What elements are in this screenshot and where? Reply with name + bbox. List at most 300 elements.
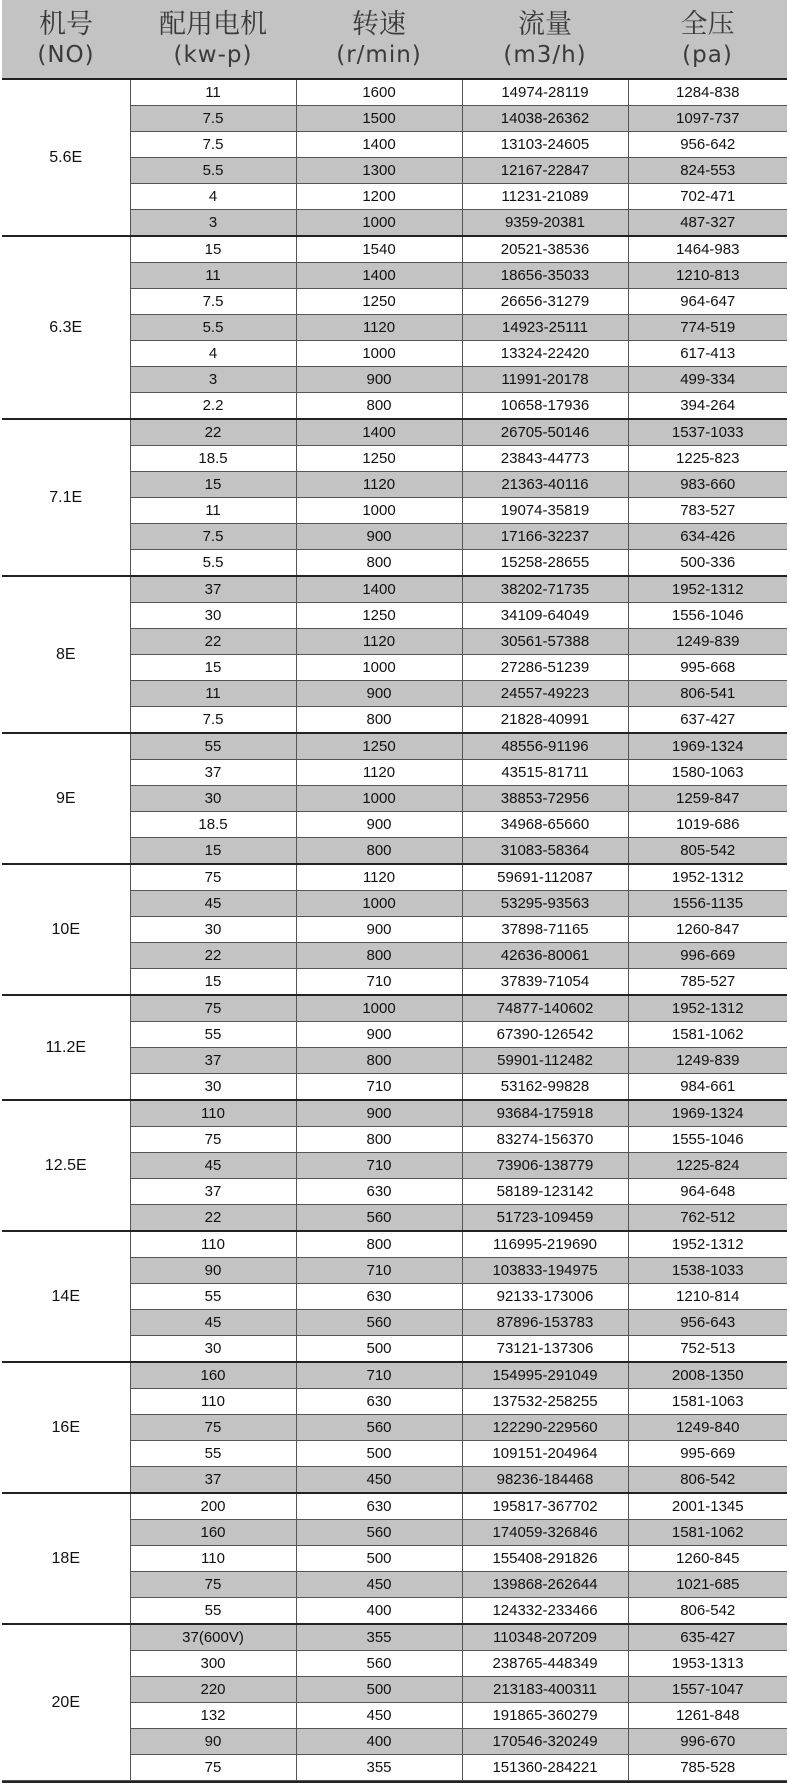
motor-power-cell: 7.5 [130,524,296,550]
motor-power-cell: 75 [130,864,296,891]
header-speed [296,0,462,79]
motor-power-cell: 37 [130,1179,296,1205]
airflow-cell: 12167-22847 [462,158,628,184]
airflow-cell: 15258-28655 [462,550,628,577]
table-row [2,1493,787,1520]
airflow-cell: 26656-31279 [462,289,628,315]
motor-power-cell: 37 [130,576,296,603]
pressure-cell: 762-512 [628,1205,787,1232]
motor-power-cell: 5.5 [130,550,296,577]
pressure-cell: 1019-686 [628,812,787,838]
airflow-cell: 59691-112087 [462,864,628,891]
motor-power-cell: 110 [130,1546,296,1572]
header-label: 机号 [39,9,93,40]
speed-cell: 630 [296,1284,462,1310]
speed-cell: 1000 [296,995,462,1022]
motor-power-cell: 90 [130,1258,296,1284]
pressure-cell: 774-519 [628,315,787,341]
speed-cell: 1000 [296,210,462,237]
fan-performance-table [2,0,787,1781]
table-row [2,419,787,446]
motor-power-cell: 55 [130,1441,296,1467]
pressure-cell: 1225-823 [628,446,787,472]
pressure-cell: 1580-1063 [628,760,787,786]
airflow-cell: 170546-320249 [462,1729,628,1755]
header-unit: (NO) [37,42,95,68]
pressure-cell: 824-553 [628,158,787,184]
pressure-cell: 1249-839 [628,1048,787,1074]
speed-cell: 450 [296,1467,462,1494]
motor-power-cell: 30 [130,1074,296,1101]
speed-cell: 800 [296,550,462,577]
speed-cell: 500 [296,1336,462,1363]
pressure-cell: 1581-1062 [628,1022,787,1048]
airflow-cell: 38853-72956 [462,786,628,812]
table-row [2,1100,787,1127]
speed-cell: 1600 [296,79,462,106]
model-number-cell: 9E [2,733,130,864]
airflow-cell: 92133-173006 [462,1284,628,1310]
airflow-cell: 195817-367702 [462,1493,628,1520]
airflow-cell: 73906-138779 [462,1153,628,1179]
motor-power-cell: 37(600V) [130,1624,296,1651]
pressure-cell: 637-427 [628,707,787,734]
speed-cell: 1120 [296,864,462,891]
speed-cell: 710 [296,1362,462,1389]
airflow-cell: 38202-71735 [462,576,628,603]
motor-power-cell: 75 [130,1572,296,1598]
speed-cell: 500 [296,1441,462,1467]
airflow-cell: 10658-17936 [462,393,628,420]
pressure-cell: 1097-737 [628,106,787,132]
motor-power-cell: 7.5 [130,289,296,315]
airflow-cell: 74877-140602 [462,995,628,1022]
motor-power-cell: 15 [130,969,296,996]
header-label: 全压 [680,9,735,40]
pressure-cell: 805-542 [628,838,787,865]
model-number-cell: 10E [2,864,130,995]
motor-power-cell: 22 [130,629,296,655]
motor-power-cell: 75 [130,1755,296,1781]
pressure-cell: 752-513 [628,1336,787,1363]
airflow-cell: 20521-38536 [462,236,628,263]
speed-cell: 900 [296,524,462,550]
motor-power-cell: 4 [130,184,296,210]
header-pressure [628,0,787,79]
speed-cell: 400 [296,1729,462,1755]
airflow-cell: 103833-194975 [462,1258,628,1284]
speed-cell: 1200 [296,184,462,210]
pressure-cell: 1555-1046 [628,1127,787,1153]
speed-cell: 560 [296,1415,462,1441]
speed-cell: 1300 [296,158,462,184]
motor-power-cell: 7.5 [130,132,296,158]
airflow-cell: 122290-229560 [462,1415,628,1441]
pressure-cell: 1556-1046 [628,603,787,629]
pressure-cell: 1952-1312 [628,864,787,891]
table-row [2,576,787,603]
motor-power-cell: 22 [130,943,296,969]
table-row [2,1362,787,1389]
speed-cell: 355 [296,1755,462,1781]
speed-cell: 1400 [296,263,462,289]
motor-power-cell: 90 [130,1729,296,1755]
motor-power-cell: 75 [130,995,296,1022]
header-model [2,0,130,79]
pressure-cell: 1284-838 [628,79,787,106]
pressure-cell: 806-542 [628,1467,787,1494]
pressure-cell: 1538-1033 [628,1258,787,1284]
airflow-cell: 48556-91196 [462,733,628,760]
pressure-cell: 617-413 [628,341,787,367]
motor-power-cell: 75 [130,1127,296,1153]
airflow-cell: 9359-20381 [462,210,628,237]
airflow-cell: 43515-81711 [462,760,628,786]
table-row [2,236,787,263]
airflow-cell: 53295-93563 [462,891,628,917]
motor-power-cell: 55 [130,733,296,760]
airflow-cell: 11991-20178 [462,367,628,393]
airflow-cell: 87896-153783 [462,1310,628,1336]
motor-power-cell: 160 [130,1520,296,1546]
motor-power-cell: 11 [130,79,296,106]
airflow-cell: 42636-80061 [462,943,628,969]
motor-power-cell: 132 [130,1703,296,1729]
speed-cell: 800 [296,1048,462,1074]
airflow-cell: 110348-207209 [462,1624,628,1651]
motor-power-cell: 45 [130,1310,296,1336]
airflow-cell: 151360-284221 [462,1755,628,1781]
speed-cell: 1250 [296,446,462,472]
motor-power-cell: 45 [130,891,296,917]
model-number-cell: 7.1E [2,419,130,576]
header-unit: (kw-p) [173,42,253,68]
motor-power-cell: 110 [130,1100,296,1127]
speed-cell: 900 [296,917,462,943]
pressure-cell: 956-642 [628,132,787,158]
pressure-cell: 785-528 [628,1755,787,1781]
speed-cell: 800 [296,393,462,420]
airflow-cell: 116995-219690 [462,1231,628,1258]
pressure-cell: 964-648 [628,1179,787,1205]
motor-power-cell: 22 [130,419,296,446]
pressure-cell: 487-327 [628,210,787,237]
motor-power-cell: 110 [130,1231,296,1258]
pressure-cell: 806-541 [628,681,787,707]
speed-cell: 1400 [296,419,462,446]
motor-power-cell: 18.5 [130,446,296,472]
pressure-cell: 500-336 [628,550,787,577]
airflow-cell: 13103-24605 [462,132,628,158]
motor-power-cell: 75 [130,1415,296,1441]
airflow-cell: 34109-64049 [462,603,628,629]
pressure-cell: 1952-1312 [628,1231,787,1258]
pressure-cell: 996-669 [628,943,787,969]
motor-power-cell: 30 [130,1336,296,1363]
pressure-cell: 995-669 [628,1441,787,1467]
airflow-cell: 139868-262644 [462,1572,628,1598]
model-number-cell: 18E [2,1493,130,1624]
motor-power-cell: 30 [130,786,296,812]
speed-cell: 1400 [296,132,462,158]
speed-cell: 1000 [296,891,462,917]
pressure-cell: 1952-1312 [628,576,787,603]
pressure-cell: 1581-1062 [628,1520,787,1546]
airflow-cell: 137532-258255 [462,1389,628,1415]
header-unit: (r/min) [336,42,422,68]
pressure-cell: 1537-1033 [628,419,787,446]
airflow-cell: 53162-99828 [462,1074,628,1101]
pressure-cell: 984-661 [628,1074,787,1101]
pressure-cell: 1952-1312 [628,995,787,1022]
motor-power-cell: 37 [130,760,296,786]
speed-cell: 800 [296,1231,462,1258]
motor-power-cell: 7.5 [130,707,296,734]
airflow-cell: 191865-360279 [462,1703,628,1729]
speed-cell: 500 [296,1677,462,1703]
airflow-cell: 93684-175918 [462,1100,628,1127]
pressure-cell: 1210-814 [628,1284,787,1310]
motor-power-cell: 11 [130,263,296,289]
motor-power-cell: 55 [130,1022,296,1048]
pressure-cell: 785-527 [628,969,787,996]
table-row [2,1231,787,1258]
header-flow [462,0,628,79]
airflow-cell: 67390-126542 [462,1022,628,1048]
speed-cell: 900 [296,367,462,393]
airflow-cell: 37898-71165 [462,917,628,943]
speed-cell: 1400 [296,576,462,603]
airflow-cell: 73121-137306 [462,1336,628,1363]
speed-cell: 1120 [296,472,462,498]
table-row [2,864,787,891]
pressure-cell: 1969-1324 [628,733,787,760]
speed-cell: 630 [296,1179,462,1205]
header-unit: (pa) [682,42,733,68]
airflow-cell: 14974-28119 [462,79,628,106]
motor-power-cell: 300 [130,1651,296,1677]
pressure-cell: 1557-1047 [628,1677,787,1703]
motor-power-cell: 4 [130,341,296,367]
motor-power-cell: 55 [130,1598,296,1625]
header-label: 配用电机 [159,9,267,40]
pressure-cell: 996-670 [628,1729,787,1755]
speed-cell: 1250 [296,733,462,760]
motor-power-cell: 37 [130,1048,296,1074]
airflow-cell: 26705-50146 [462,419,628,446]
airflow-cell: 58189-123142 [462,1179,628,1205]
speed-cell: 800 [296,838,462,865]
pressure-cell: 1953-1313 [628,1651,787,1677]
speed-cell: 710 [296,1258,462,1284]
table-header [2,0,787,79]
model-number-cell: 14E [2,1231,130,1362]
model-number-cell: 11.2E [2,995,130,1100]
pressure-cell: 1210-813 [628,263,787,289]
speed-cell: 1000 [296,498,462,524]
pressure-cell: 634-426 [628,524,787,550]
header-unit: (m3/h) [503,42,587,68]
speed-cell: 400 [296,1598,462,1625]
airflow-cell: 37839-71054 [462,969,628,996]
speed-cell: 900 [296,812,462,838]
speed-cell: 800 [296,707,462,734]
pressure-cell: 995-668 [628,655,787,681]
model-number-cell: 16E [2,1362,130,1493]
table-row [2,733,787,760]
model-number-cell: 12.5E [2,1100,130,1231]
table-row [2,79,787,106]
motor-power-cell: 22 [130,1205,296,1232]
airflow-cell: 14923-25111 [462,315,628,341]
motor-power-cell: 160 [130,1362,296,1389]
airflow-cell: 11231-21089 [462,184,628,210]
airflow-cell: 24557-49223 [462,681,628,707]
model-number-cell: 6.3E [2,236,130,419]
airflow-cell: 83274-156370 [462,1127,628,1153]
pressure-cell: 783-527 [628,498,787,524]
airflow-cell: 154995-291049 [462,1362,628,1389]
pressure-cell: 1225-824 [628,1153,787,1179]
pressure-cell: 1464-983 [628,236,787,263]
speed-cell: 800 [296,1127,462,1153]
header-label: 转速 [352,9,406,40]
pressure-cell: 1021-685 [628,1572,787,1598]
airflow-cell: 19074-35819 [462,498,628,524]
table-row [2,1624,787,1651]
speed-cell: 560 [296,1310,462,1336]
motor-power-cell: 30 [130,603,296,629]
speed-cell: 800 [296,943,462,969]
speed-cell: 1120 [296,760,462,786]
motor-power-cell: 5.5 [130,158,296,184]
pressure-cell: 964-647 [628,289,787,315]
motor-power-cell: 15 [130,838,296,865]
pressure-cell: 1556-1135 [628,891,787,917]
pressure-cell: 956-643 [628,1310,787,1336]
airflow-cell: 34968-65660 [462,812,628,838]
model-number-cell: 5.6E [2,79,130,236]
motor-power-cell: 55 [130,1284,296,1310]
airflow-cell: 21363-40116 [462,472,628,498]
speed-cell: 710 [296,1153,462,1179]
motor-power-cell: 15 [130,655,296,681]
pressure-cell: 2001-1345 [628,1493,787,1520]
motor-power-cell: 7.5 [130,106,296,132]
airflow-cell: 155408-291826 [462,1546,628,1572]
airflow-cell: 17166-32237 [462,524,628,550]
speed-cell: 900 [296,681,462,707]
airflow-cell: 14038-26362 [462,106,628,132]
motor-power-cell: 3 [130,367,296,393]
model-number-cell: 20E [2,1624,130,1781]
airflow-cell: 31083-58364 [462,838,628,865]
airflow-cell: 124332-233466 [462,1598,628,1625]
pressure-cell: 1249-839 [628,629,787,655]
airflow-cell: 51723-109459 [462,1205,628,1232]
header-label: 流量 [518,9,572,40]
speed-cell: 450 [296,1572,462,1598]
speed-cell: 1000 [296,341,462,367]
speed-cell: 710 [296,1074,462,1101]
airflow-cell: 27286-51239 [462,655,628,681]
motor-power-cell: 45 [130,1153,296,1179]
speed-cell: 630 [296,1389,462,1415]
airflow-cell: 18656-35033 [462,263,628,289]
speed-cell: 450 [296,1703,462,1729]
speed-cell: 900 [296,1100,462,1127]
airflow-cell: 174059-326846 [462,1520,628,1546]
motor-power-cell: 5.5 [130,315,296,341]
pressure-cell: 2008-1350 [628,1362,787,1389]
speed-cell: 1250 [296,289,462,315]
speed-cell: 560 [296,1651,462,1677]
motor-power-cell: 18.5 [130,812,296,838]
airflow-cell: 21828-40991 [462,707,628,734]
motor-power-cell: 220 [130,1677,296,1703]
pressure-cell: 1249-840 [628,1415,787,1441]
airflow-cell: 59901-112482 [462,1048,628,1074]
speed-cell: 630 [296,1493,462,1520]
speed-cell: 900 [296,1022,462,1048]
motor-power-cell: 11 [130,681,296,707]
airflow-cell: 238765-448349 [462,1651,628,1677]
speed-cell: 1120 [296,629,462,655]
table-body [2,79,787,1781]
motor-power-cell: 11 [130,498,296,524]
pressure-cell: 1259-847 [628,786,787,812]
speed-cell: 1120 [296,315,462,341]
motor-power-cell: 37 [130,1467,296,1494]
motor-power-cell: 110 [130,1389,296,1415]
airflow-cell: 98236-184468 [462,1467,628,1494]
pressure-cell: 1581-1063 [628,1389,787,1415]
speed-cell: 1250 [296,603,462,629]
speed-cell: 1500 [296,106,462,132]
motor-power-cell: 30 [130,917,296,943]
motor-power-cell: 2.2 [130,393,296,420]
speed-cell: 710 [296,969,462,996]
pressure-cell: 983-660 [628,472,787,498]
table-row [2,995,787,1022]
pressure-cell: 1260-847 [628,917,787,943]
speed-cell: 500 [296,1546,462,1572]
speed-cell: 1000 [296,655,462,681]
airflow-cell: 13324-22420 [462,341,628,367]
pressure-cell: 1260-845 [628,1546,787,1572]
speed-cell: 1540 [296,236,462,263]
pressure-cell: 635-427 [628,1624,787,1651]
motor-power-cell: 3 [130,210,296,237]
motor-power-cell: 15 [130,472,296,498]
pressure-cell: 806-542 [628,1598,787,1625]
pressure-cell: 394-264 [628,393,787,420]
speed-cell: 355 [296,1624,462,1651]
airflow-cell: 213183-400311 [462,1677,628,1703]
pressure-cell: 702-471 [628,184,787,210]
header-motor [130,0,296,79]
pressure-cell: 499-334 [628,367,787,393]
model-number-cell: 8E [2,576,130,733]
motor-power-cell: 15 [130,236,296,263]
airflow-cell: 30561-57388 [462,629,628,655]
motor-power-cell: 200 [130,1493,296,1520]
speed-cell: 1000 [296,786,462,812]
pressure-cell: 1261-848 [628,1703,787,1729]
speed-cell: 560 [296,1520,462,1546]
speed-cell: 560 [296,1205,462,1232]
airflow-cell: 109151-204964 [462,1441,628,1467]
